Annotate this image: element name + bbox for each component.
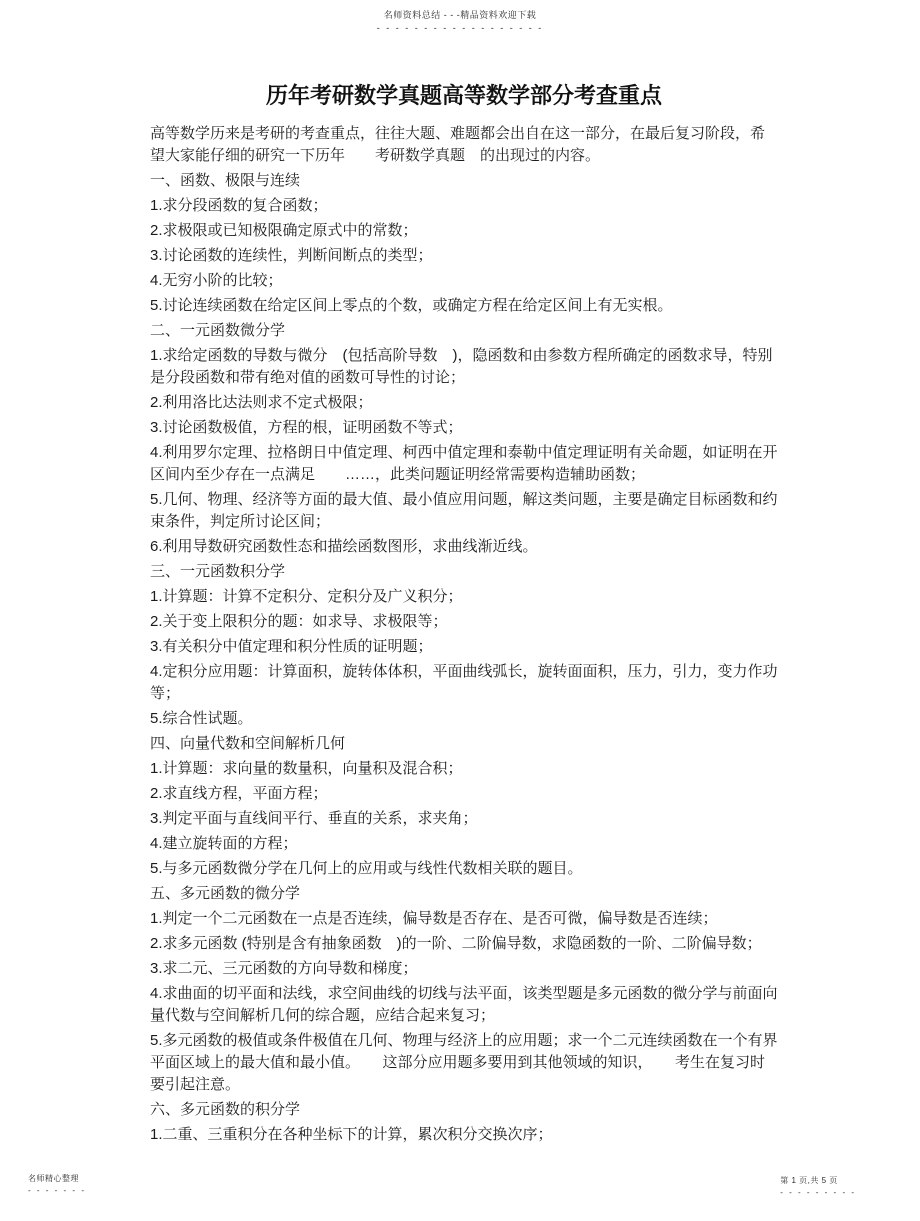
paragraph: 二、一元函数微分学 (150, 322, 286, 339)
paragraph: 2.求多元函数 (特别是含有抽象函数 )的一阶、二阶偏导数，求隐函数的一阶、二阶偏导数； (150, 935, 762, 952)
paragraph: 1.求分段函数的复合函数； (150, 197, 328, 214)
paragraph: 5.几何、物理、经济等方面的最大值、最小值应用问题，解这类问题，主要是确定目标函数和约束条件，判定所讨论区间； (150, 491, 778, 530)
paragraph: 4.无穷小阶的比较； (150, 272, 283, 289)
paragraph: 1.二重、三重积分在各种坐标下的计算，累次积分交换次序； (150, 1126, 553, 1143)
paragraph: 1.判定一个二元函数在一点是否连续，偏导数是否存在、是否可微，偏导数是否连续； (150, 910, 718, 927)
paragraph: 3.有关积分中值定理和积分性质的证明题； (150, 638, 433, 655)
paragraph: 2.关于变上限积分的题：如求导、求极限等； (150, 613, 448, 630)
footer-right-dotted-rule: - - - - - - - - - (780, 1188, 856, 1197)
header-dotted-rule: - - - - - - - - - - - - - - - - - - (376, 23, 544, 33)
document-title: 历年考研数学真题高等数学部分考查重点 (265, 83, 662, 108)
paragraph: 3.求二元、三元函数的方向导数和梯度； (150, 960, 418, 977)
footer-right (780, 1175, 856, 1197)
paragraph: 4.定积分应用题：计算面积，旋转体体积，平面曲线弧长，旋转面面积，压力，引力，变力作功等； (150, 663, 778, 702)
paragraph: 六、多元函数的积分学 (150, 1101, 301, 1118)
paragraph: 三、一元函数积分学 (150, 563, 286, 580)
header-watermark-text: 名师资料总结 - - -精品资料欢迎下载 (383, 10, 537, 20)
paragraph: 五、多元函数的微分学 (150, 885, 301, 902)
paragraph: 5.多元函数的极值或条件极值在几何、物理与经济上的应用题；求一个二元连续函数在一个有界平面区域上的最大值和最小值。 这部分应用题多要用到其他领域的知识， 考生在复习时要引起注意。 (150, 1032, 778, 1093)
paragraph: 6.利用导数研究函数性态和描绘函数图形，求曲线渐近线。 (150, 538, 538, 555)
paragraph: 5.与多元函数微分学在几何上的应用或与线性代数相关联的题目。 (150, 860, 583, 877)
document-body (150, 123, 778, 1146)
paragraph: 3.讨论函数极值，方程的根，证明函数不等式； (150, 419, 463, 436)
paragraph: 一、函数、极限与连续 (150, 172, 301, 189)
footer-left (28, 1173, 86, 1195)
paragraph: 高等数学历来是考研的考查重点，往往大题、难题都会出自在这一部分，在最后复习阶段，希望大家能仔细的研究一下历年 考研数学真题 的出现过的内容。 (150, 125, 766, 164)
paragraph: 1.求给定函数的导数与微分 (包括高阶导数 )，隐函数和由参数方程所确定的函数求导，特别是分段函数和带有绝对值的函数可导性的讨论； (150, 347, 773, 386)
page-header (0, 8, 920, 33)
document-page (150, 82, 778, 1149)
page-number: 第 1 页,共 5 页 (780, 1176, 838, 1185)
footer-left-dotted-rule: - - - - - - - (28, 1186, 86, 1195)
paragraph: 四、向量代数和空间解析几何 (150, 735, 346, 752)
paragraph: 5.综合性试题。 (150, 710, 253, 727)
paragraph: 4.利用罗尔定理、拉格朗日中值定理、柯西中值定理和泰勒中值定理证明有关命题，如证明在开区间内至少存在一点满足 ……，此类问题证明经常需要构造辅助函数； (150, 444, 778, 483)
paragraph: 3.判定平面与直线间平行、垂直的关系，求夹角； (150, 810, 478, 827)
paragraph: 1.计算题：计算不定积分、定积分及广义积分； (150, 588, 463, 605)
paragraph: 4.建立旋转面的方程； (150, 835, 298, 852)
paragraph: 1.计算题：求向量的数量积，向量积及混合积； (150, 760, 463, 777)
paragraph: 2.利用洛比达法则求不定式极限； (150, 394, 373, 411)
footer-watermark-text: 名师精心整理 (28, 1174, 79, 1183)
paragraph: 2.求直线方程，平面方程； (150, 785, 328, 802)
paragraph: 3.讨论函数的连续性，判断间断点的类型； (150, 247, 433, 264)
paragraph: 2.求极限或已知极限确定原式中的常数； (150, 222, 418, 239)
paragraph: 5.讨论连续函数在给定区间上零点的个数，或确定方程在给定区间上有无实根。 (150, 297, 673, 314)
paragraph: 4.求曲面的切平面和法线，求空间曲线的切线与法平面，该类型题是多元函数的微分学与前面向量代数与空间解析几何的综合题，应结合起来复习； (150, 985, 778, 1024)
